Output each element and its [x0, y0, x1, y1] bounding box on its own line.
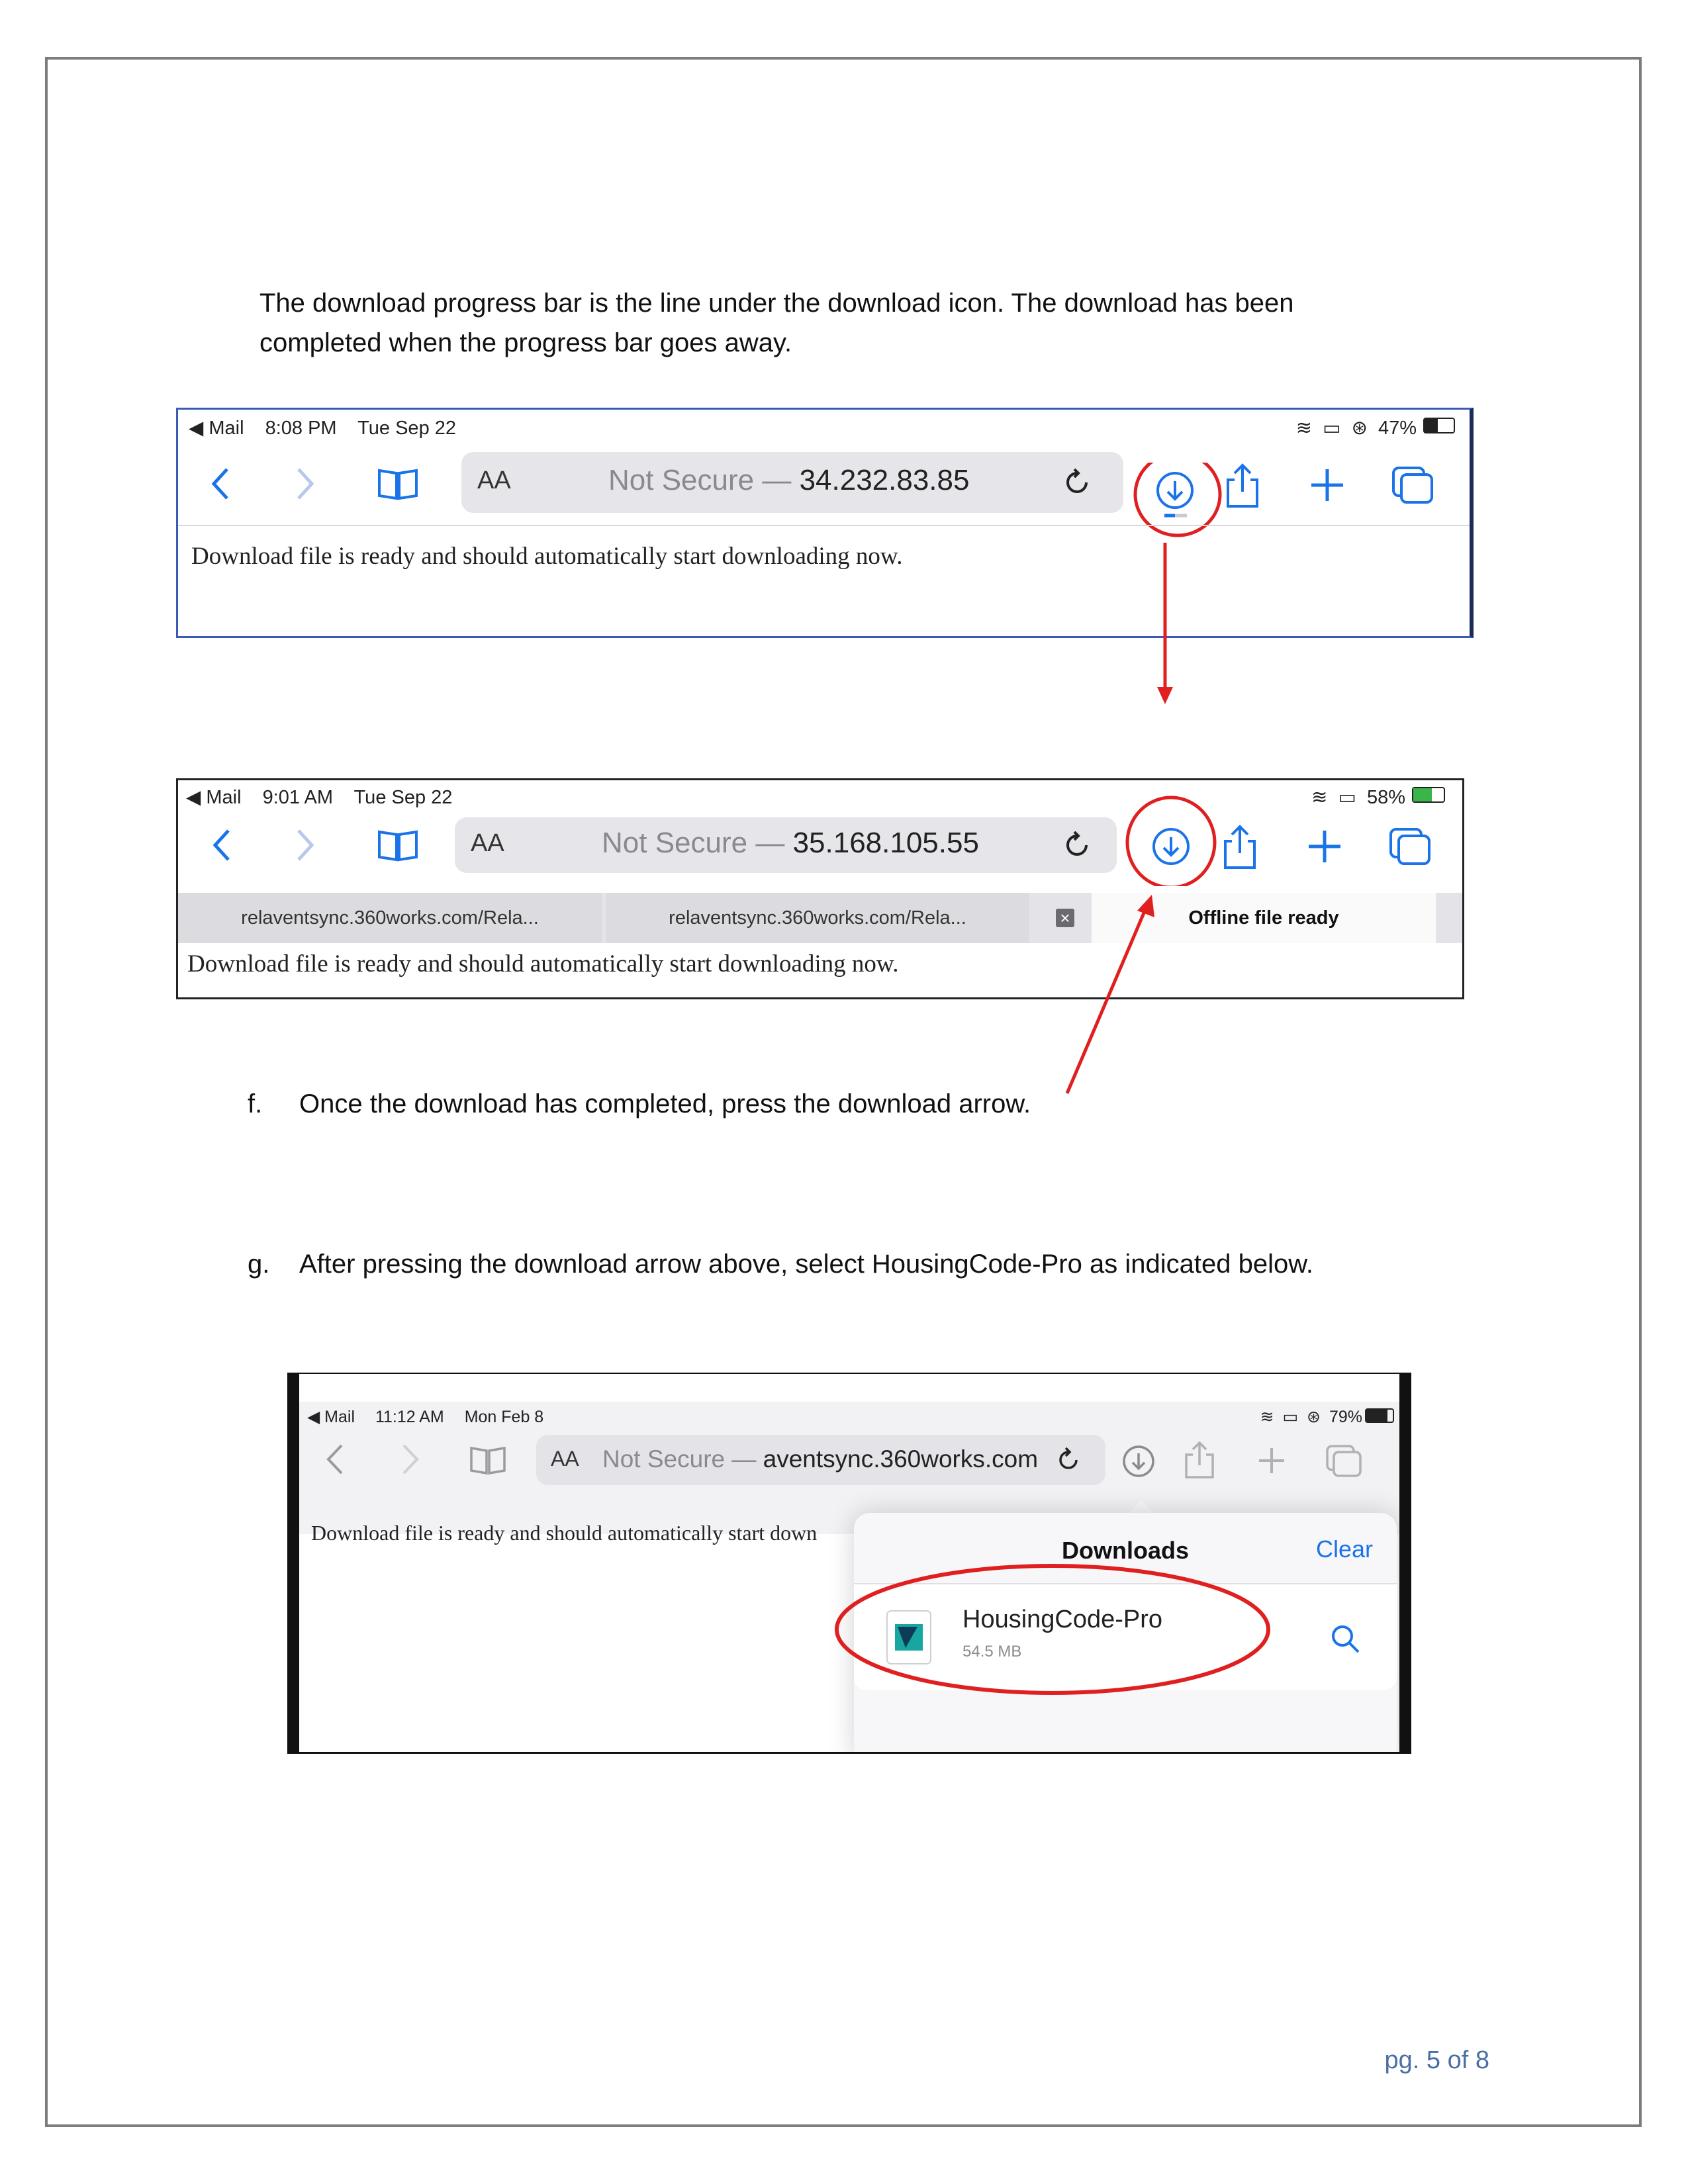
lock-rotation-icon: ⊛ — [1307, 1408, 1321, 1426]
annotation-arrow-diagonal — [1059, 887, 1165, 1099]
tabs-overview-icon[interactable] — [1324, 1443, 1364, 1480]
battery-percent: 79% — [1329, 1408, 1362, 1426]
tab-close-button[interactable]: × — [1056, 909, 1074, 927]
url-text — [608, 464, 969, 497]
forward-chevron-icon[interactable] — [292, 464, 318, 504]
clear-button[interactable]: Clear — [1315, 1535, 1373, 1563]
status-bar — [186, 786, 468, 809]
address-bar[interactable] — [461, 452, 1123, 513]
share-icon[interactable] — [1182, 1439, 1217, 1481]
share-icon[interactable] — [1223, 461, 1262, 510]
url-address: aventsync.360works.com — [763, 1445, 1039, 1473]
status-right — [1296, 416, 1417, 439]
page-message: Download file is ready and should automatically start downloading now. — [191, 543, 903, 570]
status-time: 8:08 PM — [265, 418, 337, 439]
status-date: Tue Sep 22 — [357, 418, 457, 439]
step-g-marker: g. — [248, 1250, 270, 1279]
new-tab-icon[interactable] — [1306, 828, 1343, 865]
wifi-icon: ≋ — [1311, 787, 1328, 808]
step-f-text: Once the download has completed, press the download arrow. — [299, 1089, 1031, 1118]
share-icon[interactable] — [1220, 823, 1260, 872]
not-secure-label: Not Secure — — [608, 464, 800, 496]
forward-chevron-icon[interactable] — [399, 1441, 422, 1477]
back-chevron-icon[interactable] — [207, 464, 234, 504]
forward-chevron-icon[interactable] — [292, 825, 318, 865]
intro-line-2: completed when the progress bar goes away. — [259, 328, 792, 357]
bookmarks-icon[interactable] — [377, 467, 419, 501]
airplay-icon: ▭ — [1282, 1408, 1299, 1426]
url-address: 35.168.105.55 — [792, 827, 979, 859]
status-date: Tue Sep 22 — [353, 787, 453, 808]
battery-icon — [1423, 418, 1455, 433]
bookmarks-icon[interactable] — [469, 1444, 507, 1476]
page-message: Download file is ready and should automatically start downloading now. — [187, 950, 899, 978]
page-message: Download file is ready and should automatically start down — [311, 1521, 818, 1545]
back-to-mail[interactable]: ◀ Mail — [186, 787, 242, 808]
status-right — [1311, 786, 1405, 809]
text-size-button[interactable]: AA — [551, 1447, 579, 1471]
file-name: HousingCode-Pro — [962, 1606, 1163, 1633]
status-bar — [307, 1407, 559, 1427]
back-chevron-icon[interactable] — [209, 825, 235, 865]
text-size-button[interactable]: AA — [471, 829, 504, 857]
tabs-overview-icon[interactable] — [1387, 825, 1433, 868]
status-date: Mon Feb 8 — [464, 1408, 544, 1426]
url-text — [602, 827, 979, 860]
step-f-marker: f. — [248, 1089, 263, 1118]
screenshot-1 — [176, 408, 1474, 638]
page-number: pg. 5 of 8 — [1384, 2046, 1489, 2074]
bookmarks-icon[interactable] — [377, 828, 419, 862]
tabs-overview-icon[interactable] — [1389, 464, 1436, 506]
url-address: 34.232.83.85 — [799, 464, 970, 496]
intro-line-1: The download progress bar is the line under the download icon. The download has been — [259, 289, 1294, 318]
lock-rotation-icon: ⊛ — [1351, 418, 1368, 439]
popover-arrow — [1128, 1500, 1154, 1514]
back-to-mail[interactable]: ◀ Mail — [307, 1408, 355, 1426]
tab-1[interactable]: relaventsync.360works.com/Rela... — [178, 893, 602, 943]
reload-icon[interactable] — [1060, 465, 1094, 500]
download-icon[interactable] — [1118, 787, 1224, 886]
airplay-icon: ▭ — [1338, 787, 1356, 808]
magnifier-icon[interactable] — [1328, 1621, 1362, 1656]
back-chevron-icon[interactable] — [323, 1441, 347, 1477]
back-to-mail[interactable]: ◀ Mail — [189, 418, 244, 439]
downloads-title: Downloads — [1061, 1537, 1189, 1564]
address-bar[interactable] — [455, 817, 1117, 873]
battery-percent: 58% — [1366, 787, 1405, 808]
battery-icon — [1365, 1408, 1394, 1423]
reload-icon[interactable] — [1060, 828, 1094, 862]
address-bar[interactable] — [536, 1435, 1105, 1485]
text-size-button[interactable]: AA — [477, 467, 511, 494]
tab-2[interactable]: relaventsync.360works.com/Rela... — [606, 893, 1029, 943]
screenshot-2 — [176, 778, 1464, 999]
status-bar — [189, 416, 472, 439]
wifi-icon: ≋ — [1295, 418, 1313, 439]
download-icon[interactable] — [1120, 1443, 1157, 1480]
new-tab-icon[interactable] — [1256, 1445, 1287, 1476]
toolbar-divider — [178, 525, 1470, 526]
annotation-arrow-down — [1152, 543, 1178, 708]
status-right — [1260, 1407, 1362, 1427]
battery-charging-icon — [1412, 787, 1445, 803]
reload-icon[interactable] — [1053, 1444, 1084, 1476]
not-secure-label: Not Secure — — [602, 1445, 763, 1473]
airplay-icon: ▭ — [1323, 418, 1341, 439]
download-icon[interactable] — [1131, 463, 1231, 555]
url-text — [602, 1445, 1038, 1473]
wifi-icon: ≋ — [1260, 1408, 1274, 1426]
annotation-ellipse — [827, 1557, 1278, 1702]
top-strip — [299, 1374, 1399, 1402]
step-g-text: After pressing the download arrow above, select HousingCode-Pro as indicated below. — [299, 1250, 1313, 1279]
battery-percent: 47% — [1378, 418, 1417, 439]
file-size: 54.5 MB — [962, 1643, 1022, 1661]
status-time: 11:12 AM — [375, 1408, 444, 1426]
new-tab-icon[interactable] — [1309, 467, 1346, 504]
status-time: 9:01 AM — [262, 787, 333, 808]
tab-3-active[interactable]: Offline file ready — [1092, 893, 1436, 943]
not-secure-label: Not Secure — — [602, 827, 793, 859]
